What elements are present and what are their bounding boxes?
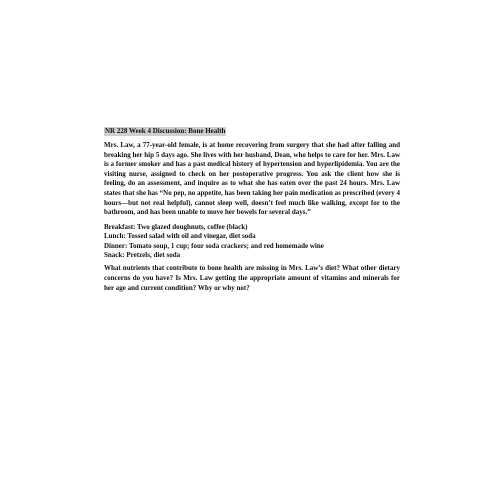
discussion-questions: What nutrients that contribute to bone health are missing in Mrs. Law’s diet? What other dietary concerns do you have? Is Mrs. Law getting the appropriate amount of vitamins and minerals for her age and current condition? Why or why not? [104, 264, 400, 292]
meal-list [104, 223, 400, 261]
document-title: NR 228 Week 4 Discussion: Bone Health [105, 127, 226, 135]
meal-breakfast: Breakfast: Two glazed doughnuts, coffee (black) [104, 222, 248, 231]
meal-dinner: Dinner: Tomato soup, 1 cup; four soda crackers; and red homemade wine [104, 241, 324, 250]
meal-lunch: Lunch: Tossed salad with oil and vinegar, diet soda [104, 232, 256, 241]
meal-snack: Snack: Pretzels, diet soda [104, 250, 181, 259]
document-body [104, 127, 400, 298]
case-scenario-paragraph: Mrs. Law, a 77-year-old female, is at home recovering from surgery that she had after falling and breaking her hip 5 days ago. She lives with her husband, Dean, who helps to care for her. Mrs. Law is a former smoker and has a past medical history of hypertension and hyperlipidemia. You are the visiting nurse, assigned to check on her postoperative progress. You ask the client how she is feeling, do an assessment, and inquire as to what she has eaten over the past 24 hours. Mrs. Law states that she has “No pep, no appetite, has been taking her pain medication as prescribed (every 4 hours—but not real helpful), cannot sleep well, doesn’t feel much like walking, except for to the bathroom, and has been unable to move her bowels for several days.” [104, 141, 400, 217]
